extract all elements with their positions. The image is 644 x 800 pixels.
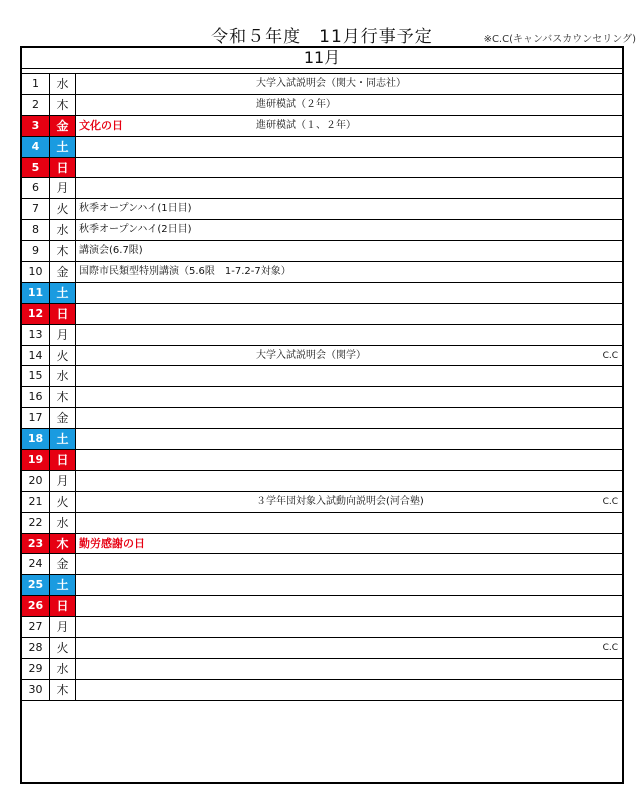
event-left: 秋季オープンハイ(1日目) bbox=[79, 203, 192, 215]
day-number: 9 bbox=[22, 241, 50, 261]
weekday: 土 bbox=[50, 283, 76, 303]
table-row bbox=[22, 492, 622, 513]
weekday: 火 bbox=[50, 492, 76, 512]
day-number: 5 bbox=[22, 158, 50, 178]
weekday: 金 bbox=[50, 408, 76, 428]
day-number: 14 bbox=[22, 346, 50, 366]
day-number: 18 bbox=[22, 429, 50, 449]
event-cell bbox=[76, 137, 622, 157]
weekday: 金 bbox=[50, 554, 76, 574]
event-cell bbox=[76, 366, 622, 386]
table-row bbox=[22, 408, 622, 429]
table-row bbox=[22, 680, 622, 701]
event-left: 講演会(6.7限) bbox=[79, 245, 143, 257]
table-row bbox=[22, 199, 622, 220]
weekday: 水 bbox=[50, 513, 76, 533]
table-row bbox=[22, 283, 622, 304]
page-title: 令和５年度 11月行事予定 bbox=[211, 27, 433, 47]
event-cell bbox=[76, 178, 622, 198]
day-number: 25 bbox=[22, 575, 50, 595]
event-center: 大学入試説明会（関学） bbox=[256, 349, 366, 361]
weekday: 日 bbox=[50, 304, 76, 324]
day-number: 16 bbox=[22, 387, 50, 407]
day-number: 17 bbox=[22, 408, 50, 428]
event-cell bbox=[76, 262, 622, 282]
table-row bbox=[22, 366, 622, 387]
day-number: 26 bbox=[22, 596, 50, 616]
event-cell bbox=[76, 429, 622, 449]
event-right: C.C bbox=[602, 496, 618, 507]
event-right: C.C bbox=[602, 643, 618, 654]
month-header: 11月 bbox=[22, 48, 622, 69]
table-row bbox=[22, 513, 622, 534]
table-row bbox=[22, 596, 622, 617]
event-cell bbox=[76, 158, 622, 178]
event-cell bbox=[76, 617, 622, 637]
event-center: ３学年団対象入試動向説明会(河合塾) bbox=[256, 495, 424, 507]
table-row bbox=[22, 638, 622, 659]
event-cell bbox=[76, 283, 622, 303]
event-cell bbox=[76, 450, 622, 470]
weekday: 金 bbox=[50, 262, 76, 282]
event-cell bbox=[76, 638, 622, 658]
weekday: 土 bbox=[50, 575, 76, 595]
event-cell bbox=[76, 241, 622, 261]
day-number: 21 bbox=[22, 492, 50, 512]
legend-note: ※C.C(キャンバスカウンセリング) bbox=[483, 34, 636, 45]
weekday: 水 bbox=[50, 659, 76, 679]
weekday: 月 bbox=[50, 617, 76, 637]
day-number: 22 bbox=[22, 513, 50, 533]
day-number: 7 bbox=[22, 199, 50, 219]
weekday: 木 bbox=[50, 680, 76, 700]
event-right: C.C bbox=[602, 350, 618, 361]
table-row bbox=[22, 554, 622, 575]
day-number: 20 bbox=[22, 471, 50, 491]
event-cell bbox=[76, 387, 622, 407]
table-row bbox=[22, 429, 622, 450]
weekday: 木 bbox=[50, 534, 76, 554]
weekday: 土 bbox=[50, 137, 76, 157]
table-row bbox=[22, 304, 622, 325]
day-number: 28 bbox=[22, 638, 50, 658]
table-row bbox=[22, 74, 622, 95]
table-row bbox=[22, 262, 622, 283]
event-cell bbox=[76, 575, 622, 595]
table-row bbox=[22, 325, 622, 346]
weekday: 火 bbox=[50, 346, 76, 366]
table-row bbox=[22, 241, 622, 262]
event-left: 秋季オープンハイ(2日目) bbox=[79, 224, 192, 236]
day-number: 30 bbox=[22, 680, 50, 700]
event-cell bbox=[76, 513, 622, 533]
weekday: 土 bbox=[50, 429, 76, 449]
day-number: 19 bbox=[22, 450, 50, 470]
table-row bbox=[22, 158, 622, 179]
event-cell bbox=[76, 116, 622, 136]
table-row bbox=[22, 178, 622, 199]
weekday: 火 bbox=[50, 638, 76, 658]
event-cell bbox=[76, 596, 622, 616]
day-number: 15 bbox=[22, 366, 50, 386]
table-row bbox=[22, 450, 622, 471]
day-number: 23 bbox=[22, 534, 50, 554]
day-number: 24 bbox=[22, 554, 50, 574]
day-number: 6 bbox=[22, 178, 50, 198]
table-row bbox=[22, 659, 622, 680]
weekday: 月 bbox=[50, 325, 76, 345]
event-cell bbox=[76, 492, 622, 512]
weekday: 火 bbox=[50, 199, 76, 219]
table-row bbox=[22, 387, 622, 408]
event-cell bbox=[76, 408, 622, 428]
day-number: 29 bbox=[22, 659, 50, 679]
table-row bbox=[22, 220, 622, 241]
day-number: 8 bbox=[22, 220, 50, 240]
day-number: 11 bbox=[22, 283, 50, 303]
table-row bbox=[22, 346, 622, 367]
day-number: 1 bbox=[22, 74, 50, 94]
weekday: 木 bbox=[50, 241, 76, 261]
table-row bbox=[22, 95, 622, 116]
event-cell bbox=[76, 346, 622, 366]
day-number: 4 bbox=[22, 137, 50, 157]
day-number: 13 bbox=[22, 325, 50, 345]
table-row bbox=[22, 137, 622, 158]
event-center: 進研模試（２年） bbox=[256, 98, 336, 110]
weekday: 日 bbox=[50, 596, 76, 616]
table-row bbox=[22, 617, 622, 638]
weekday: 水 bbox=[50, 220, 76, 240]
weekday: 水 bbox=[50, 366, 76, 386]
day-number: 27 bbox=[22, 617, 50, 637]
event-cell bbox=[76, 554, 622, 574]
event-center: 大学入試説明会（関大・同志社） bbox=[256, 78, 406, 89]
weekday: 木 bbox=[50, 387, 76, 407]
day-number: 2 bbox=[22, 95, 50, 115]
event-center: 進研模試（１、２年） bbox=[256, 119, 356, 131]
event-cell bbox=[76, 325, 622, 345]
event-cell bbox=[76, 95, 622, 115]
event-cell bbox=[76, 304, 622, 324]
table-row bbox=[22, 471, 622, 492]
event-cell bbox=[76, 659, 622, 679]
weekday: 木 bbox=[50, 95, 76, 115]
day-number: 3 bbox=[22, 116, 50, 136]
table-row bbox=[22, 534, 622, 555]
notes-area bbox=[22, 701, 622, 779]
day-rows bbox=[22, 74, 622, 701]
weekday: 月 bbox=[50, 178, 76, 198]
table-row bbox=[22, 116, 622, 137]
event-cell bbox=[76, 74, 622, 94]
weekday: 金 bbox=[50, 116, 76, 136]
day-number: 10 bbox=[22, 262, 50, 282]
event-cell bbox=[76, 220, 622, 240]
day-number: 12 bbox=[22, 304, 50, 324]
schedule-table bbox=[20, 46, 624, 784]
event-cell bbox=[76, 680, 622, 700]
weekday: 月 bbox=[50, 471, 76, 491]
event-cell bbox=[76, 199, 622, 219]
event-cell bbox=[76, 471, 622, 491]
holiday-name: 文化の日 bbox=[79, 118, 123, 132]
weekday: 水 bbox=[50, 74, 76, 94]
event-left: 国際市民類型特別講演（5.6限 1-7.2-7対象） bbox=[79, 266, 291, 278]
event-cell bbox=[76, 534, 622, 554]
table-row bbox=[22, 575, 622, 596]
weekday: 日 bbox=[50, 158, 76, 178]
weekday: 日 bbox=[50, 450, 76, 470]
holiday-name: 勤労感謝の日 bbox=[79, 536, 145, 550]
